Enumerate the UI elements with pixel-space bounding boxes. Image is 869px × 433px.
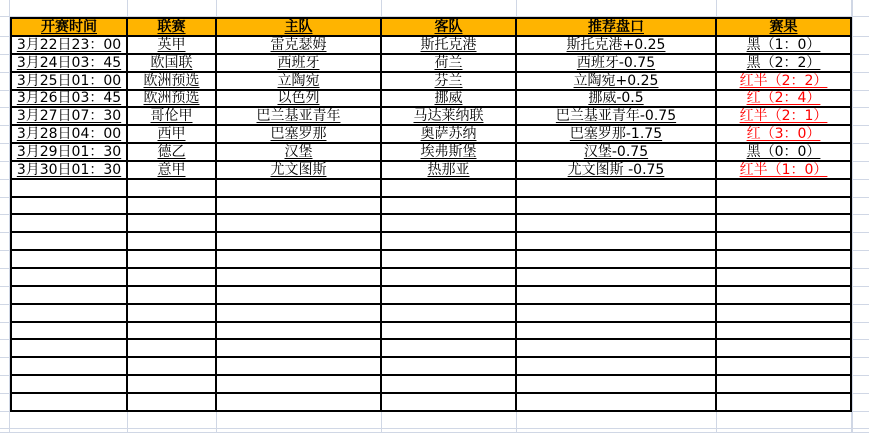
empty-cell[interactable] — [10, 233, 128, 251]
gutter-cell — [10, 412, 128, 429]
empty-cell[interactable] — [517, 269, 717, 287]
gutter-cell — [0, 394, 10, 412]
r4-away-cell[interactable] — [382, 91, 517, 109]
cell-text: 埃弗斯堡 — [420, 144, 477, 160]
r8-result-cell[interactable] — [717, 162, 852, 180]
cell-text: 挪威 — [434, 90, 463, 107]
r6-away-cell[interactable] — [382, 126, 517, 144]
empty-cell[interactable] — [717, 376, 852, 394]
gutter-cell — [852, 17, 869, 37]
r1-result-cell[interactable] — [717, 37, 852, 55]
cell-text: 3月22日23：00 — [16, 37, 122, 53]
empty-cell[interactable] — [717, 394, 852, 412]
result-text: 红半（2：1） — [739, 108, 828, 125]
empty-cell[interactable] — [382, 394, 517, 412]
r1-away-cell[interactable] — [382, 37, 517, 55]
cell-text: 3月29日01：30 — [16, 144, 122, 160]
empty-cell[interactable] — [517, 340, 717, 358]
empty-cell[interactable] — [10, 215, 128, 233]
empty-cell[interactable] — [217, 287, 382, 305]
empty-cell[interactable] — [10, 323, 128, 341]
cell-text: 3月25日01：00 — [16, 72, 122, 89]
r1-handicap-cell[interactable] — [517, 37, 717, 55]
empty-cell[interactable] — [717, 215, 852, 233]
cell-text: 3月30日01：30 — [16, 161, 122, 178]
cell-text: 巴兰基亚青年 — [256, 108, 341, 125]
empty-cell[interactable] — [717, 251, 852, 269]
empty-cell[interactable] — [128, 340, 217, 358]
empty-cell[interactable] — [10, 305, 128, 323]
empty-cell[interactable] — [717, 287, 852, 305]
gutter-cell — [0, 198, 10, 216]
header-result[interactable] — [717, 17, 852, 37]
cell-text: 联赛 — [157, 19, 186, 35]
r3-result-cell[interactable] — [717, 73, 852, 91]
result-text: 黑（2：2） — [746, 54, 821, 71]
gutter-cell — [0, 91, 10, 109]
r2-result-cell[interactable] — [717, 55, 852, 73]
empty-cell[interactable] — [717, 180, 852, 198]
empty-cell[interactable] — [717, 358, 852, 376]
gutter-cell — [852, 340, 869, 358]
header-home-team[interactable] — [217, 17, 382, 37]
gutter-cell — [0, 287, 10, 305]
gutter-cell — [217, 429, 382, 433]
gutter-cell — [0, 126, 10, 144]
r4-home-cell[interactable] — [217, 91, 382, 109]
gutter-cell — [852, 198, 869, 216]
empty-cell[interactable] — [217, 340, 382, 358]
cell-text: 斯托克港+0.25 — [566, 37, 666, 53]
empty-cell[interactable] — [217, 233, 382, 251]
gutter-cell — [717, 0, 852, 17]
r7-league-cell[interactable] — [128, 144, 217, 162]
cell-text: 西班牙-0.75 — [576, 54, 656, 71]
result-text: 红（3：0） — [746, 126, 821, 143]
empty-cell[interactable] — [10, 376, 128, 394]
r5-away-cell[interactable] — [382, 108, 517, 126]
gutter-cell — [128, 429, 217, 433]
r7-time-cell[interactable] — [10, 144, 128, 162]
empty-cell[interactable] — [10, 269, 128, 287]
gutter-cell — [517, 412, 717, 429]
cell-text: 芬兰 — [434, 72, 463, 89]
gutter-cell — [852, 215, 869, 233]
empty-cell[interactable] — [10, 358, 128, 376]
result-text: 红（2：4） — [746, 90, 821, 107]
cell-text: 荷兰 — [434, 54, 463, 71]
r4-handicap-cell[interactable] — [517, 91, 717, 109]
empty-cell[interactable] — [128, 269, 217, 287]
r6-time-cell[interactable] — [10, 126, 128, 144]
gutter-cell — [852, 305, 869, 323]
empty-cell[interactable] — [382, 269, 517, 287]
gutter-cell — [217, 412, 382, 429]
r7-handicap-cell[interactable] — [517, 144, 717, 162]
empty-cell[interactable] — [717, 323, 852, 341]
r2-home-cell[interactable] — [217, 55, 382, 73]
cell-text: 德乙 — [157, 144, 186, 160]
empty-cell[interactable] — [382, 358, 517, 376]
empty-cell[interactable] — [128, 305, 217, 323]
gutter-cell — [10, 429, 128, 433]
empty-cell[interactable] — [382, 287, 517, 305]
empty-cell[interactable] — [217, 198, 382, 216]
cell-text: 汉堡 — [284, 144, 313, 160]
cell-text: 欧国联 — [150, 54, 193, 71]
cell-text: 英甲 — [157, 37, 186, 53]
cell-text: 意甲 — [157, 161, 186, 178]
cell-text: 主队 — [284, 19, 313, 35]
empty-cell[interactable] — [382, 376, 517, 394]
empty-cell[interactable] — [517, 233, 717, 251]
gutter-cell — [852, 126, 869, 144]
gutter-cell — [852, 412, 869, 429]
r7-home-cell[interactable] — [217, 144, 382, 162]
empty-cell[interactable] — [382, 215, 517, 233]
cell-text: 哥伦甲 — [150, 108, 193, 125]
cell-text: 马达莱纳联 — [413, 108, 484, 125]
r2-league-cell[interactable] — [128, 55, 217, 73]
gutter-cell — [0, 412, 10, 429]
empty-cell[interactable] — [382, 198, 517, 216]
gutter-cell — [852, 37, 869, 55]
empty-cell[interactable] — [382, 180, 517, 198]
gutter-cell — [852, 162, 869, 180]
gutter-cell — [0, 0, 10, 17]
empty-cell[interactable] — [382, 233, 517, 251]
gutter-cell — [852, 376, 869, 394]
empty-cell[interactable] — [10, 198, 128, 216]
r6-home-cell[interactable] — [217, 126, 382, 144]
empty-cell[interactable] — [517, 305, 717, 323]
gutter-cell — [382, 429, 517, 433]
gutter-cell — [852, 73, 869, 91]
empty-cell[interactable] — [217, 394, 382, 412]
empty-cell[interactable] — [382, 340, 517, 358]
gutter-cell — [0, 358, 10, 376]
result-text: 红半（2：2） — [739, 72, 828, 89]
r6-handicap-cell[interactable] — [517, 126, 717, 144]
empty-cell[interactable] — [382, 305, 517, 323]
empty-cell[interactable] — [217, 251, 382, 269]
header-away-team[interactable] — [382, 17, 517, 37]
empty-cell[interactable] — [128, 394, 217, 412]
empty-cell[interactable] — [10, 394, 128, 412]
r5-result-cell[interactable] — [717, 108, 852, 126]
empty-cell[interactable] — [382, 323, 517, 341]
gutter-cell — [852, 429, 869, 433]
empty-cell[interactable] — [517, 198, 717, 216]
gutter-cell — [0, 108, 10, 126]
gutter-cell — [0, 55, 10, 73]
cell-text: 3月24日03：45 — [16, 54, 122, 71]
r1-league-cell[interactable] — [128, 37, 217, 55]
cell-text: 3月27日07：30 — [16, 108, 122, 125]
cell-text: 以色列 — [277, 90, 320, 107]
cell-text: 3月28日04：00 — [16, 126, 122, 143]
r8-home-cell[interactable] — [217, 162, 382, 180]
empty-cell[interactable] — [517, 251, 717, 269]
cell-text: 3月26日03：45 — [16, 90, 122, 107]
empty-cell[interactable] — [717, 340, 852, 358]
empty-cell[interactable] — [517, 287, 717, 305]
gutter-cell — [0, 144, 10, 162]
cell-text: 巴塞罗那-1.75 — [569, 126, 663, 143]
empty-cell[interactable] — [128, 376, 217, 394]
gutter-cell — [717, 412, 852, 429]
r7-result-cell[interactable] — [717, 144, 852, 162]
gutter-cell — [852, 91, 869, 109]
gutter-cell — [852, 144, 869, 162]
r4-result-cell[interactable] — [717, 91, 852, 109]
empty-cell[interactable] — [717, 233, 852, 251]
r6-league-cell[interactable] — [128, 126, 217, 144]
r3-away-cell[interactable] — [382, 73, 517, 91]
empty-cell[interactable] — [517, 215, 717, 233]
empty-cell[interactable] — [217, 358, 382, 376]
r2-handicap-cell[interactable] — [517, 55, 717, 73]
cell-text: 西甲 — [157, 126, 186, 143]
gutter-cell — [717, 429, 852, 433]
gutter-cell — [0, 305, 10, 323]
empty-cell[interactable] — [717, 198, 852, 216]
gutter-cell — [0, 17, 10, 37]
r8-league-cell[interactable] — [128, 162, 217, 180]
header-kickoff-time[interactable] — [10, 17, 128, 37]
gutter-cell — [852, 269, 869, 287]
gutter-cell — [0, 215, 10, 233]
cell-text: 雷克瑟姆 — [270, 37, 327, 53]
empty-cell[interactable] — [717, 269, 852, 287]
gutter-cell — [0, 251, 10, 269]
empty-cell[interactable] — [128, 215, 217, 233]
cell-text: 尤文图斯 -0.75 — [567, 161, 665, 178]
gutter-cell — [10, 0, 128, 17]
gutter-cell — [852, 55, 869, 73]
gutter-cell — [852, 358, 869, 376]
cell-text: 斯托克港 — [420, 37, 477, 53]
empty-cell[interactable] — [128, 233, 217, 251]
empty-cell[interactable] — [128, 198, 217, 216]
gutter-cell — [128, 0, 217, 17]
result-text: 黑（1：0） — [746, 37, 821, 53]
gutter-cell — [517, 0, 717, 17]
empty-cell[interactable] — [217, 269, 382, 287]
gutter-cell — [852, 287, 869, 305]
r5-home-cell[interactable] — [217, 108, 382, 126]
gutter-cell — [217, 0, 382, 17]
cell-text: 客队 — [434, 19, 463, 35]
r4-time-cell[interactable] — [10, 91, 128, 109]
empty-cell[interactable] — [128, 323, 217, 341]
empty-cell[interactable] — [10, 287, 128, 305]
gutter-cell — [0, 233, 10, 251]
cell-text: 欧洲预选 — [143, 90, 200, 107]
gutter-cell — [382, 0, 517, 17]
empty-cell[interactable] — [10, 251, 128, 269]
r8-handicap-cell[interactable] — [517, 162, 717, 180]
r2-time-cell[interactable] — [10, 55, 128, 73]
empty-cell[interactable] — [128, 180, 217, 198]
gutter-cell — [0, 269, 10, 287]
r8-away-cell[interactable] — [382, 162, 517, 180]
empty-cell[interactable] — [128, 251, 217, 269]
empty-cell[interactable] — [10, 340, 128, 358]
r1-time-cell[interactable] — [10, 37, 128, 55]
gutter-cell — [0, 180, 10, 198]
cell-text: 热那亚 — [427, 161, 470, 178]
gutter-cell — [852, 394, 869, 412]
empty-cell[interactable] — [217, 376, 382, 394]
gutter-cell — [517, 429, 717, 433]
empty-cell[interactable] — [517, 323, 717, 341]
empty-cell[interactable] — [128, 287, 217, 305]
r3-league-cell[interactable] — [128, 73, 217, 91]
cell-text: 西班牙 — [277, 54, 320, 71]
r7-away-cell[interactable] — [382, 144, 517, 162]
r2-away-cell[interactable] — [382, 55, 517, 73]
empty-cell[interactable] — [128, 358, 217, 376]
result-text: 红半（1：0） — [739, 161, 828, 178]
gutter-cell — [0, 340, 10, 358]
r4-league-cell[interactable] — [128, 91, 217, 109]
header-recommended-handicap[interactable] — [517, 17, 717, 37]
cell-text: 挪威-0.5 — [588, 90, 644, 107]
empty-cell[interactable] — [217, 180, 382, 198]
gutter-cell — [0, 73, 10, 91]
cell-text: 推荐盘口 — [588, 19, 644, 35]
gutter-cell — [0, 162, 10, 180]
empty-cell[interactable] — [217, 305, 382, 323]
empty-cell[interactable] — [217, 323, 382, 341]
empty-cell[interactable] — [10, 180, 128, 198]
cell-text: 汉堡-0.75 — [583, 144, 649, 160]
cell-text: 巴兰基亚青年-0.75 — [555, 108, 677, 125]
gutter-cell — [852, 108, 869, 126]
cell-text: 立陶宛 — [277, 72, 320, 89]
r3-handicap-cell[interactable] — [517, 73, 717, 91]
gutter-cell — [382, 412, 517, 429]
r5-league-cell[interactable] — [128, 108, 217, 126]
gutter-cell — [852, 180, 869, 198]
r5-time-cell[interactable] — [10, 108, 128, 126]
empty-cell[interactable] — [217, 215, 382, 233]
cell-text: 奥萨苏纳 — [420, 126, 477, 143]
cell-text: 开赛时间 — [41, 19, 97, 35]
gutter-cell — [0, 429, 10, 433]
gutter-cell — [852, 233, 869, 251]
empty-cell[interactable] — [517, 358, 717, 376]
gutter-cell — [128, 412, 217, 429]
empty-cell[interactable] — [517, 376, 717, 394]
cell-text: 尤文图斯 — [270, 161, 327, 178]
gutter-cell — [852, 323, 869, 341]
header-league[interactable] — [128, 17, 217, 37]
empty-cell[interactable] — [382, 251, 517, 269]
r3-home-cell[interactable] — [217, 73, 382, 91]
gutter-cell — [852, 251, 869, 269]
cell-text: 欧洲预选 — [143, 72, 200, 89]
r8-time-cell[interactable] — [10, 162, 128, 180]
cell-text: 赛果 — [769, 19, 798, 35]
r6-result-cell[interactable] — [717, 126, 852, 144]
empty-cell[interactable] — [517, 180, 717, 198]
empty-cell[interactable] — [517, 394, 717, 412]
r1-home-cell[interactable] — [217, 37, 382, 55]
gutter-cell — [0, 376, 10, 394]
gutter-cell — [0, 37, 10, 55]
r3-time-cell[interactable] — [10, 73, 128, 91]
result-text: 黑（0：0） — [746, 144, 821, 160]
gutter-cell — [852, 0, 869, 17]
cell-text: 巴塞罗那 — [270, 126, 327, 143]
r5-handicap-cell[interactable] — [517, 108, 717, 126]
empty-cell[interactable] — [717, 305, 852, 323]
cell-text: 立陶宛+0.25 — [573, 72, 659, 89]
gutter-cell — [0, 323, 10, 341]
